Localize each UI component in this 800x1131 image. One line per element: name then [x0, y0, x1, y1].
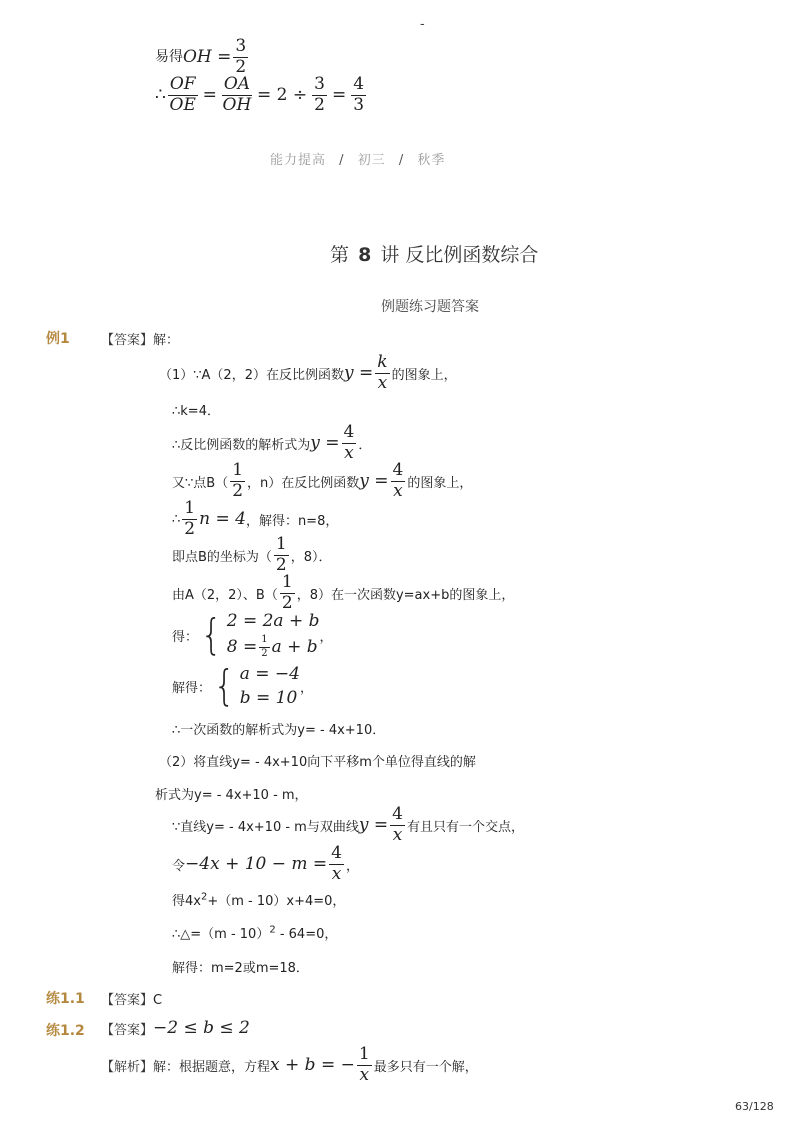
text: ∵直线y= - 4x+10 - m与双曲线 [172, 819, 359, 835]
text: 得： [172, 629, 199, 645]
fraction [351, 76, 366, 115]
fraction [390, 806, 405, 845]
text: ∴反比例函数的解析式为 [172, 437, 311, 453]
text: 得4x [172, 894, 201, 909]
numerator: 4 [392, 804, 403, 824]
fraction [342, 424, 357, 463]
text: ， [346, 858, 360, 874]
fraction [280, 574, 295, 613]
solution-line [172, 806, 524, 845]
example-answer-header [101, 329, 179, 348]
equation: 2 = 2a + b [226, 611, 320, 631]
text: 有且只有一个交点， [406, 819, 524, 835]
text: - 64=0， [275, 927, 338, 942]
numerator: 3 [314, 74, 325, 94]
text: ∴△=（m - 10） [172, 927, 270, 942]
analysis-line [101, 1046, 478, 1085]
brace-icon: { [213, 661, 236, 710]
solution-line: ∴k=4． [172, 404, 220, 419]
fraction [274, 536, 289, 575]
math: OH = [183, 47, 232, 68]
equation-list [227, 611, 320, 659]
denominator: 2 [232, 480, 244, 501]
fraction-oa-oh [222, 76, 252, 115]
solution-line [172, 890, 345, 909]
denominator: x [331, 863, 342, 884]
numerator: 3 [235, 36, 247, 56]
denominator: 2 [235, 56, 247, 77]
section-title: 例题练习题答案 [381, 299, 479, 315]
solution-line [172, 574, 514, 613]
denominator: x [393, 480, 403, 501]
math: n = 4 [199, 509, 246, 530]
numerator: 1 [281, 572, 293, 592]
solution-line [172, 923, 337, 942]
denominator: x [359, 1064, 370, 1085]
text: ，n）在反比例函数 [247, 475, 360, 491]
text: 解得： [172, 680, 212, 696]
therefore-symbol: ∴ [155, 85, 166, 106]
lecture-number: 8 [358, 244, 372, 266]
lecture-title [330, 240, 538, 267]
breadcrumb-item: 秋季 [417, 153, 446, 168]
equation [227, 635, 320, 659]
text: 的图象上， [407, 475, 473, 491]
lecture-name: 讲 反比例函数综合 [380, 244, 539, 266]
text: ，8）． [290, 549, 332, 565]
denominator: 2 [314, 94, 325, 115]
answer-math: −2 ≤ b ≤ 2 [153, 1018, 250, 1038]
math: −4x + 10 − m = [185, 854, 328, 875]
solution-line [172, 424, 371, 463]
text: ， [319, 629, 333, 645]
result-oh-line [155, 38, 250, 77]
answer-label: 【答案】 [101, 1022, 154, 1038]
text: 令 [172, 858, 186, 874]
math: x + b = − [270, 1055, 355, 1076]
breadcrumb [270, 149, 445, 168]
brace-icon: { [200, 610, 223, 659]
solution-line: ∴一次函数的解析式为y= - 4x+10． [172, 723, 386, 738]
math: = 2 ÷ [257, 85, 308, 106]
superscript: 2 [200, 891, 208, 903]
denominator: x [344, 442, 354, 463]
denominator: x [377, 372, 388, 393]
answer-text: C [153, 993, 163, 1008]
fraction [329, 845, 344, 884]
breadcrumb-separator: / [339, 153, 345, 168]
ratio-line [155, 76, 368, 115]
solution-line [159, 354, 457, 393]
denominator: 2 [261, 647, 268, 659]
denominator: 2 [281, 592, 293, 613]
text: +（m - 10）x+4=0， [207, 894, 346, 909]
denominator: 2 [275, 554, 287, 575]
numerator: 1 [232, 460, 244, 480]
answer-label: 【答案】 [101, 993, 154, 1008]
answer-text: 解： [153, 333, 180, 348]
numerator: 1 [259, 635, 269, 648]
numerator: OA [223, 74, 251, 94]
denominator: 2 [184, 518, 196, 539]
solution-line: （2）将直线y= - 4x+10向下平移m个单位得直线的解 [159, 755, 476, 770]
denominator: OH [222, 94, 252, 115]
fraction [312, 76, 327, 115]
text: ∴ [172, 511, 181, 527]
solution-line [172, 845, 359, 884]
breadcrumb-item: 初三 [357, 153, 386, 168]
math: a + b [271, 637, 318, 657]
equals: = [331, 85, 347, 106]
math: y = [310, 433, 340, 454]
equation-system [172, 611, 333, 659]
lecture-prefix: 第 [330, 244, 350, 266]
text: 最多只有一个解， [373, 1059, 478, 1075]
text: 由A（2，2）、B（ [172, 587, 278, 603]
header-dash: - [420, 17, 425, 32]
math: y = [359, 471, 389, 492]
text: 又∵点B（ [172, 475, 229, 491]
fraction [233, 38, 248, 77]
math: y = [358, 815, 389, 836]
equation-system [172, 661, 314, 710]
text: 的图象上， [391, 367, 457, 383]
solution-line: 解得：m=2或m=18． [172, 961, 309, 976]
numerator: k [377, 352, 388, 372]
page-number: 63/128 [735, 1100, 774, 1113]
denominator: 3 [353, 94, 365, 115]
practice-tag: 练1.1 [46, 991, 85, 1007]
numerator: 4 [331, 843, 342, 863]
fraction [375, 354, 389, 393]
fraction [357, 1046, 372, 1085]
solution-line [172, 462, 472, 501]
fraction [182, 500, 197, 539]
numerator: OF [169, 74, 196, 94]
numerator: 4 [343, 422, 355, 442]
breadcrumb-item: 能力提高 [270, 153, 327, 168]
text: 解：根据题意，方程 [153, 1059, 271, 1075]
equals: = [202, 85, 217, 106]
numerator: 1 [184, 498, 196, 518]
text: （1）∵A（2，2）在反比例函数 [159, 367, 344, 383]
equation: b = 10 [239, 688, 298, 708]
example-tag: 例1 [46, 331, 70, 347]
text: ． [358, 437, 372, 453]
solution-line [172, 536, 332, 575]
denominator: x [392, 824, 403, 845]
solution-line: 析式为y= - 4x+10 - m， [155, 788, 308, 803]
numerator: 1 [275, 534, 287, 554]
math: 8 = [226, 637, 258, 657]
text: 即点B的坐标为（ [172, 549, 272, 565]
text: ，解得：n=8， [245, 513, 339, 529]
numerator: 4 [392, 460, 404, 480]
text: ， [300, 680, 314, 696]
equation: a = −4 [239, 664, 300, 684]
text: ，8）在一次函数y=ax+b的图象上， [296, 587, 515, 603]
math: y = [343, 363, 374, 384]
analysis-label: 【解析】 [101, 1059, 154, 1075]
numerator: 4 [353, 74, 365, 94]
fraction [259, 635, 269, 659]
solution-line [172, 500, 338, 539]
fraction [230, 462, 245, 501]
denominator: OE [169, 94, 196, 115]
practice-tag: 练1.2 [46, 1023, 85, 1039]
fraction [391, 462, 406, 501]
practice-answer [101, 989, 162, 1008]
breadcrumb-separator: / [398, 153, 405, 168]
fraction-of-oe [168, 76, 198, 115]
answer-label: 【答案】 [101, 333, 154, 348]
numerator: 1 [358, 1044, 370, 1064]
text: 易得 [155, 49, 183, 66]
practice-answer [101, 1018, 250, 1038]
equation-list [240, 664, 300, 708]
superscript: 2 [269, 924, 276, 936]
